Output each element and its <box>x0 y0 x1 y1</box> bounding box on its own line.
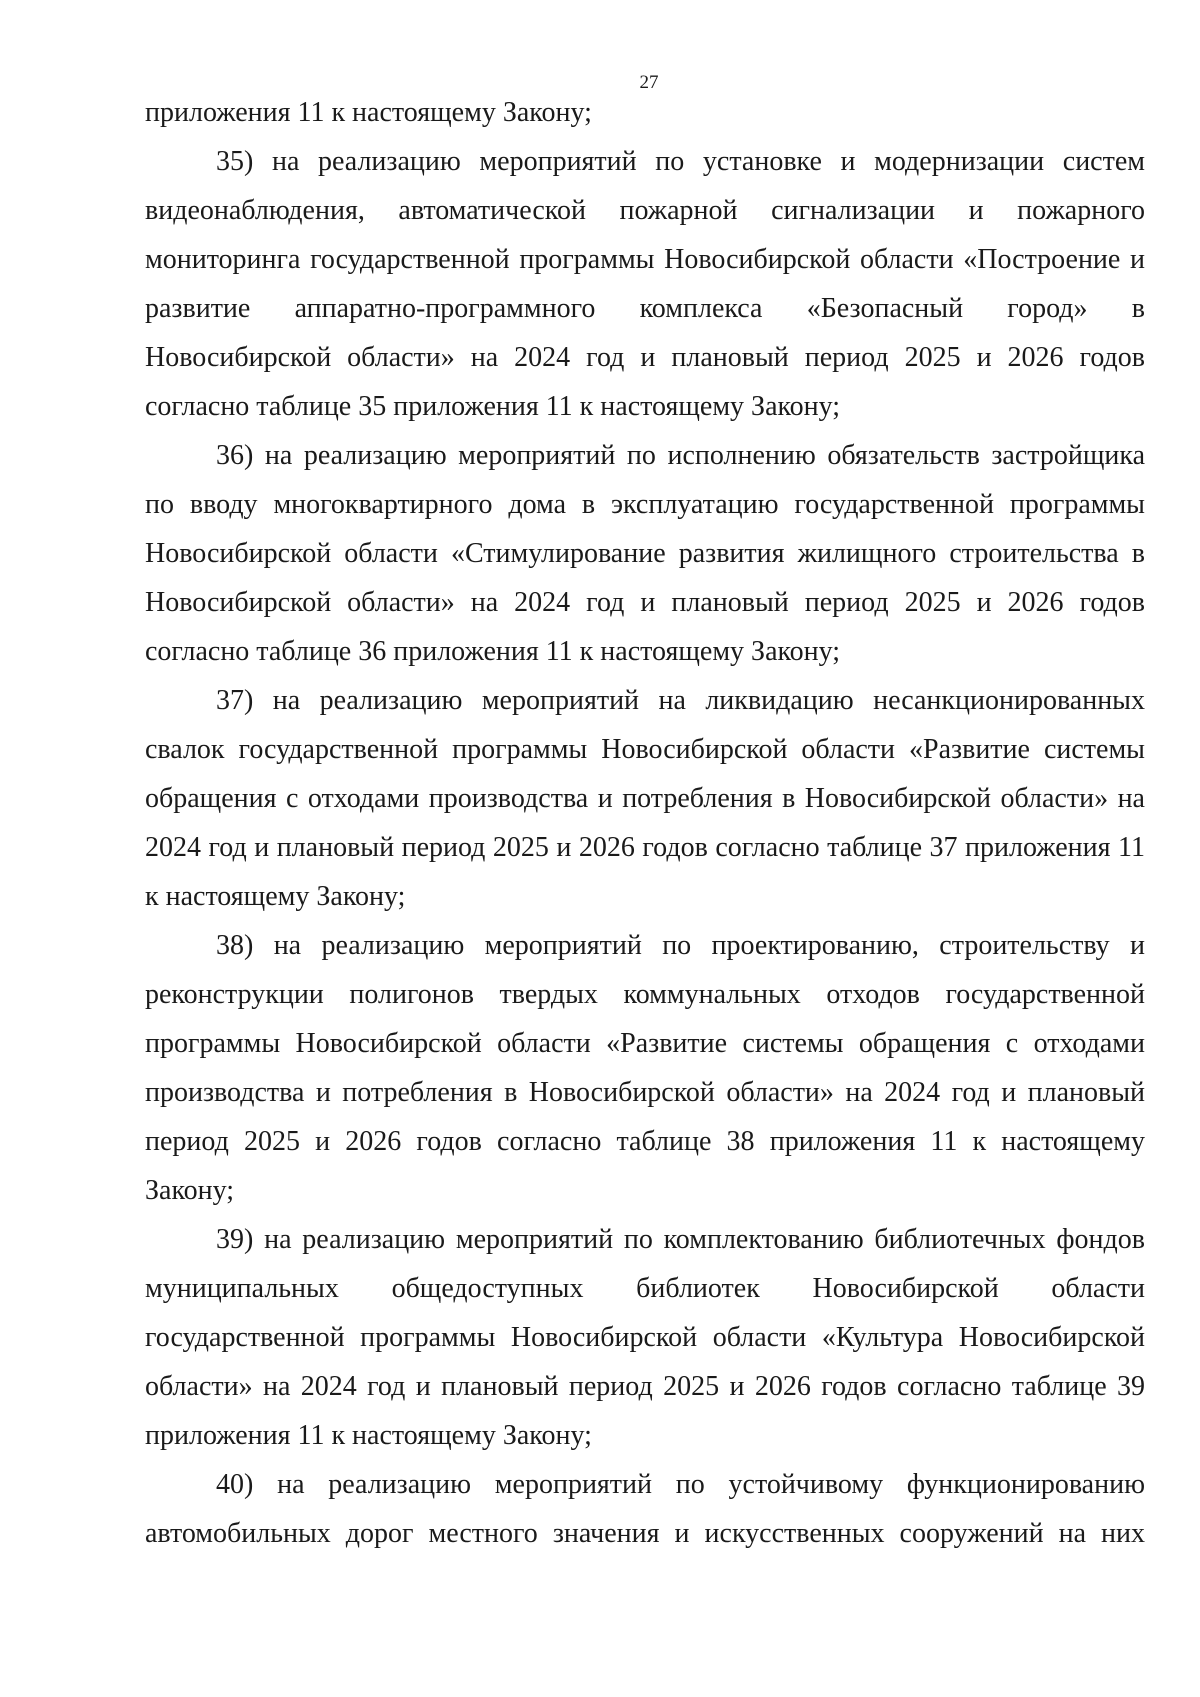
page-number: 27 <box>639 72 659 93</box>
document-body <box>145 88 1145 1558</box>
paragraph-item-38: 38) на реализацию мероприятий по проектированию, строительству и реконструкции полигонов твердых коммунальных отходов государственной программы Новосибирской области «Развитие системы обращения с отходами производства и потребления в Новосибирской области» на 2024 год и плановый период 2025 и 2026 годов согласно таблице 38 приложения 11 к настоящему Закону; <box>145 930 1145 1206</box>
paragraph-item-37: 37) на реализацию мероприятий на ликвидацию несанкционированных свалок государственной программы Новосибирской области «Развитие системы обращения с отходами производства и потребления в Новосибирской области» на 2024 год и плановый период 2025 и 2026 годов согласно таблице 37 приложения 11 к настоящему Закону; <box>145 685 1145 912</box>
paragraph-item-35: 35) на реализацию мероприятий по установке и модернизации систем видеонаблюдения, автоматической пожарной сигнализации и пожарного мониторинга государственной программы Новосибирской области «Построение и развитие аппаратно-программного комплекса «Безопасный город» в Новосибирской области» на 2024 год и плановый период 2025 и 2026 годов согласно таблице 35 приложения 11 к настоящему Закону; <box>145 146 1145 422</box>
paragraph-continuation: приложения 11 к настоящему Закону; <box>145 97 592 128</box>
paragraph-item-40: 40) на реализацию мероприятий по устойчивому функционированию автомобильных дорог местного значения и искусственных сооружений на них <box>145 1469 1145 1549</box>
paragraph-item-36: 36) на реализацию мероприятий по исполнению обязательств застройщика по вводу многоквартирного дома в эксплуатацию государственной программы Новосибирской области «Стимулирование развития жилищного строительства в Новосибирской области» на 2024 год и плановый период 2025 и 2026 годов согласно таблице 36 приложения 11 к настоящему Закону; <box>145 440 1145 667</box>
paragraph-item-39: 39) на реализацию мероприятий по комплектованию библиотечных фондов муниципальных общедоступных библиотек Новосибирской области государственной программы Новосибирской области «Культура Новосибирской области» на 2024 год и плановый период 2025 и 2026 годов согласно таблице 39 приложения 11 к настоящему Закону; <box>145 1224 1145 1451</box>
